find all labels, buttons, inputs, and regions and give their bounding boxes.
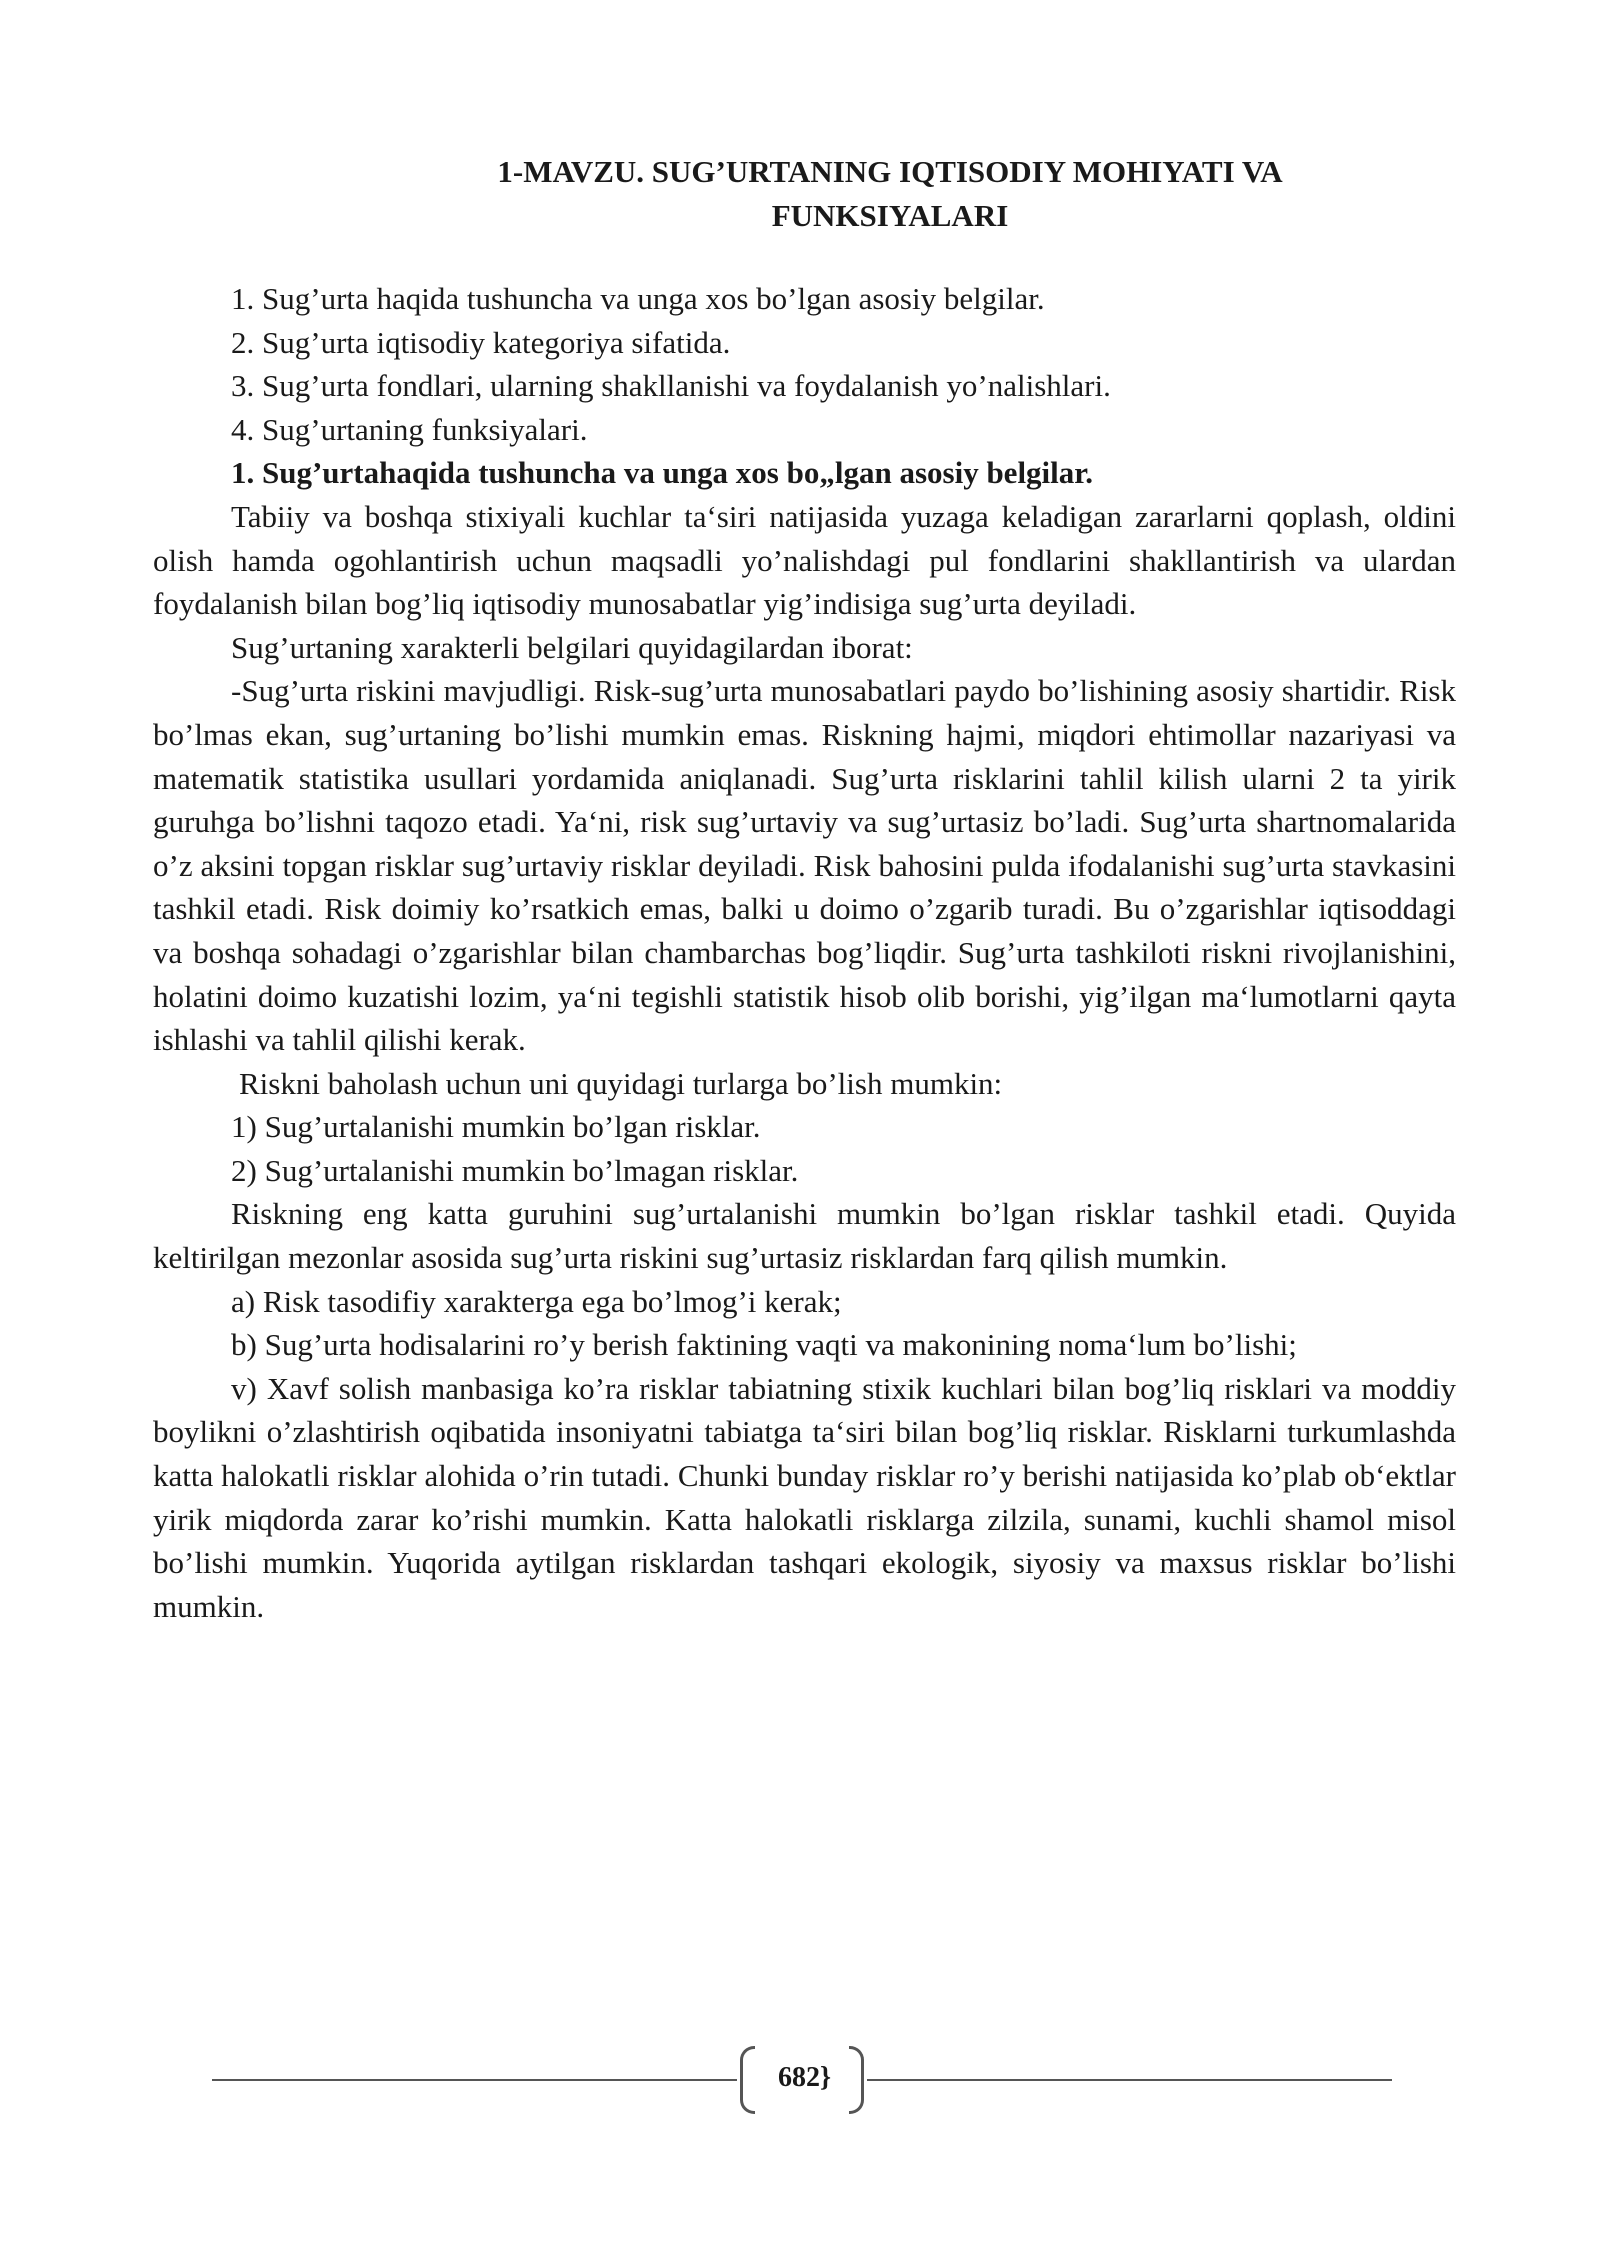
page-footer — [212, 2044, 1392, 2114]
list-item-insurable: 1) Sug’urtalanishi mumkin bo’lgan risklar. — [231, 1109, 761, 1145]
page-number: 682} — [777, 2062, 832, 2093]
criterion-a: a) Risk tasodifiy xarakterga ega bo’lmog’i kerak; — [231, 1283, 842, 1319]
paragraph-risk-types-intro: Riskni baholash uchun uni quyidagi turlarga bo’lish mumkin: — [239, 1065, 1003, 1101]
page-title — [340, 150, 1440, 238]
page-title-line-1: 1-MAVZU. SUG’URTANING IQTISODIY MOHIYATI VA — [497, 154, 1283, 189]
paragraph-risk: -Sug’urta riskini mavjudligi. Risk-sug’urta munosabatlari paydo bo’lishining asosiy shartidir. Risk bo’lmas ekan, sug’urtaning bo’lishi mumkin emas. Riskning hajmi, miqdori ehtimollar nazariyasi va matematik statistika usullari yordamida aniqlanadi. Sug’urta risklarini tahlil kilish ularni 2 ta yirik guruhga bo’lishni taqozo etadi. Ya‘ni, risk sug’urtaviy va sug’urtasiz bo’ladi. Sug’urta shartnomalarida o’z aksini topgan risklar sug’urtaviy risklar deyiladi. Risk bahosini pulda ifodalanishi sug’urta stavkasini tashkil etadi. Risk doimiy ko’rsatkich emas, balki u doimo o’zgarib turadi. Bu o’zgarishlar iqtisoddagi va boshqa sohadagi o’zgarishlar bilan chambarchas bog’liqdir. Sug’urta tashkiloti riskni rivojlanishini, holatini doimo kuzatishi lozim, ya‘ni tegishli statistik hisob olib borishi, yig’ilgan ma‘lumotlarni qayta ishlashi va tahlil qilishi kerak. — [153, 673, 1456, 1058]
outline-item-2: 2. Sug’urta iqtisodiy kategoriya sifatida. — [231, 324, 731, 360]
paragraph-features-intro: Sug’urtaning xarakterli belgilari quyidagilardan iborat: — [231, 629, 913, 665]
outline-item-3: 3. Sug’urta fondlari, ularning shakllanishi va foydalanish yo’nalishlari. — [231, 368, 1111, 404]
document-body — [153, 277, 1456, 1628]
footer-rule-right — [867, 2079, 1392, 2081]
page-title-line-2: FUNKSIYALARI — [771, 198, 1009, 233]
footer-bracket-right — [849, 2046, 864, 2114]
paragraph-definition: Tabiiy va boshqa stixiyali kuchlar ta‘siri natijasida yuzaga keladigan zararlarni qoplash, oldini olish hamda ogohlantirish uchun maqsadli yo’nalishdagi pul fondlarini shakllantirish va ulardan foydalanish bilan bog’liq iqtisodiy munosabatlar yig’indisiga sug’urta deyiladi. — [153, 498, 1456, 622]
outline-item-1: 1. Sug’urta haqida tushuncha va unga xos bo’lgan asosiy belgilar. — [231, 281, 1045, 316]
outline-item-4: 4. Sug’urtaning funksiyalari. — [231, 411, 588, 447]
list-item-uninsurable: 2) Sug’urtalanishi mumkin bo’lmagan risklar. — [231, 1152, 799, 1188]
section-heading: 1. Sug’urtahaqida tushuncha va unga xos bo„lgan asosiy belgilar. — [231, 455, 1093, 491]
footer-rule-left — [212, 2079, 737, 2081]
footer-bracket-left — [740, 2046, 755, 2114]
paragraph-criteria: Riskning eng katta guruhini sug’urtalanishi mumkin bo’lgan risklar tashkil etadi. Quyida keltirilgan mezonlar asosida sug’urta riskini sug’urtasiz risklardan farq qilish mumkin. — [153, 1196, 1456, 1276]
criterion-b: b) Sug’urta hodisalarini ro’y berish faktining vaqti va makonining noma‘lum bo’lishi; — [231, 1327, 1297, 1363]
criterion-v: v) Xavf solish manbasiga ko’ra risklar tabiatning stixik kuchlari bilan bog’liq risklari va moddiy boylikni o’zlashtirish oqibatida insoniyatni tabiatga ta‘siri bilan bog’liq risklar. Risklarni turkumlashda katta halokatli risklar alohida o’rin tutadi. Chunki bunday risklar ro’y berishi natijasida ko’plab ob‘ektlar yirik miqdorda zarar ko’rishi mumkin. Katta halokatli risklarga zilzila, sunami, kuchli shamol misol bo’lishi mumkin. Yuqorida aytilgan risklardan tashqari ekologik, siyosiy va maxsus risklar bo’lishi mumkin. — [153, 1370, 1456, 1624]
